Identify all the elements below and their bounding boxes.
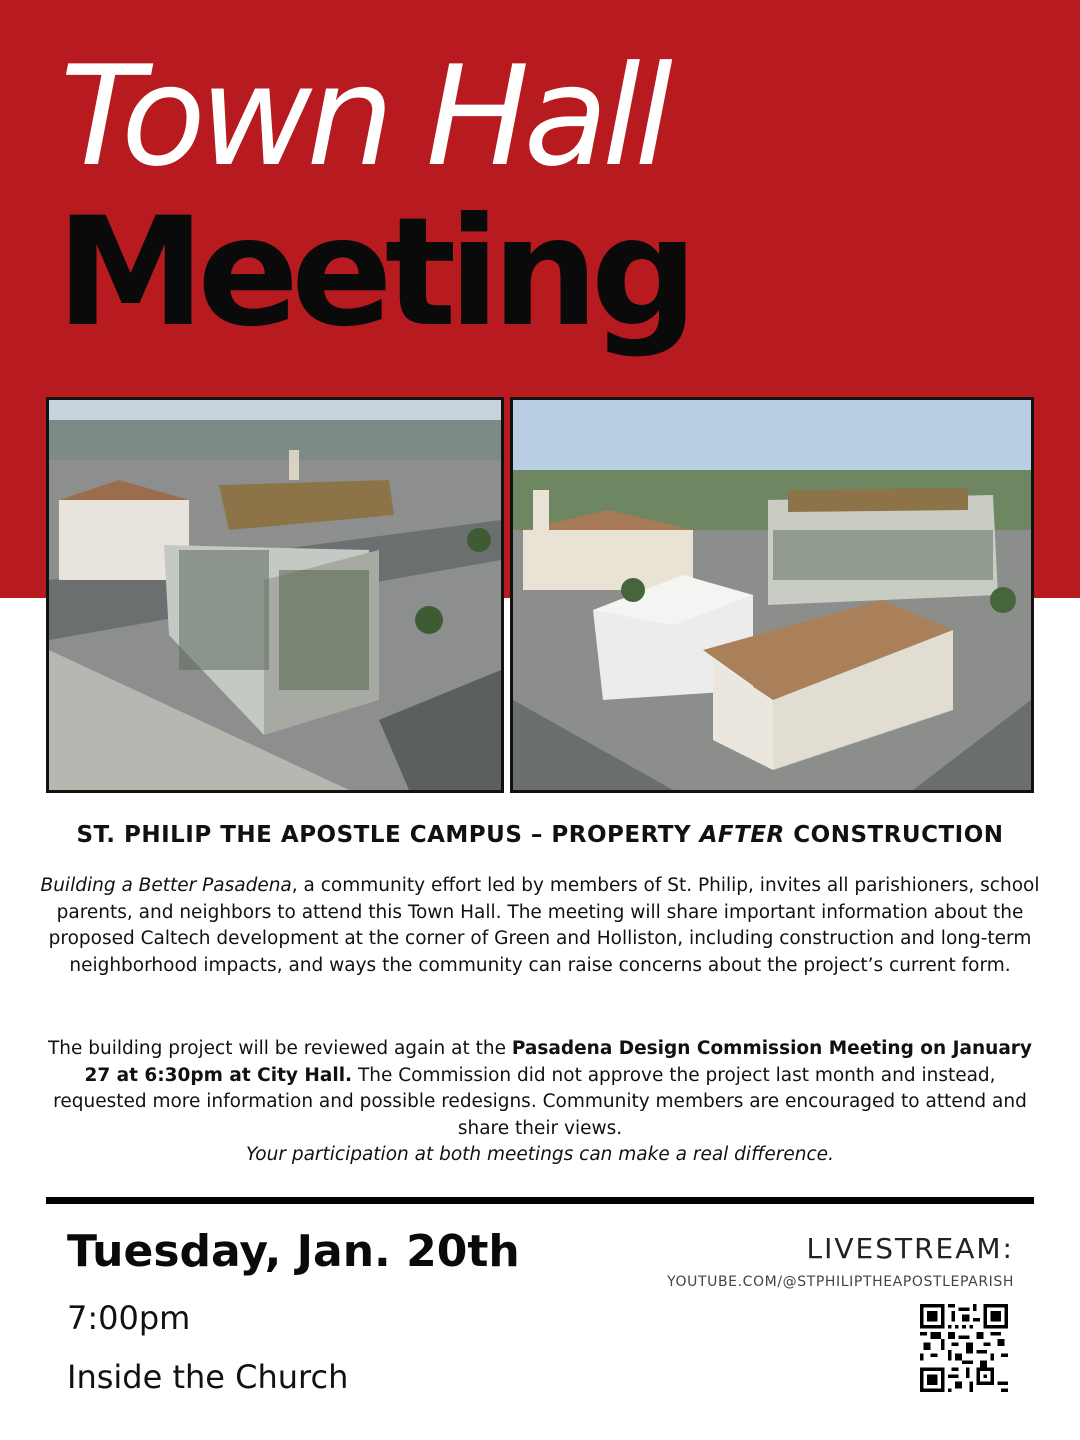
invitation-text: , a community effort led by members of St. Philip, invites all parishioners, school parents, and neighbors to attend this Town Hall. The meeting will share important information about the proposed Caltech development at the corner of Green and Holliston, including construction and long-term neighborhood impacts, and ways the community can raise concerns about the project’s current form.	[48, 875, 1040, 976]
commission-text: The Commission did not approve the project last month and instead, requested more information and possible redesigns. Community members are encouraged to attend and share their views.	[53, 1064, 1027, 1139]
heading-text-end: CONSTRUCTION	[784, 822, 1004, 848]
heading-emphasis: AFTER	[699, 822, 785, 848]
event-time: 7:00pm	[67, 1299, 191, 1337]
commission-paragraph	[40, 1036, 1040, 1169]
livestream-label: LIVESTREAM:	[806, 1232, 1014, 1265]
divider	[46, 1197, 1034, 1204]
event-location: Inside the Church	[67, 1358, 349, 1396]
commission-lead: The building project will be reviewed again at the	[47, 1038, 512, 1059]
rendering-image-right	[510, 397, 1034, 793]
title-line-1: Town Hall	[60, 36, 667, 197]
participation-callout: Your participation at both meetings can make a real difference.	[246, 1144, 834, 1165]
commission-meeting-details: Pasadena Design Commission Meeting on January 27 at 6:30pm at City Hall.	[84, 1038, 1032, 1086]
heading-text: ST. PHILIP THE APOSTLE CAMPUS – PROPERTY	[76, 822, 700, 848]
qr-code-icon[interactable]	[920, 1304, 1008, 1392]
invitation-paragraph	[40, 873, 1040, 979]
initiative-name: Building a Better Pasadena	[40, 875, 292, 896]
event-date: Tuesday, Jan. 20th	[67, 1226, 520, 1277]
livestream-link[interactable]: YOUTUBE.COM/@STPHILIPTHEAPOSTLEPARISH	[667, 1274, 1014, 1290]
section-heading	[0, 822, 1080, 848]
title-line-2: Meeting	[56, 186, 691, 360]
rendering-image-left	[46, 397, 504, 793]
